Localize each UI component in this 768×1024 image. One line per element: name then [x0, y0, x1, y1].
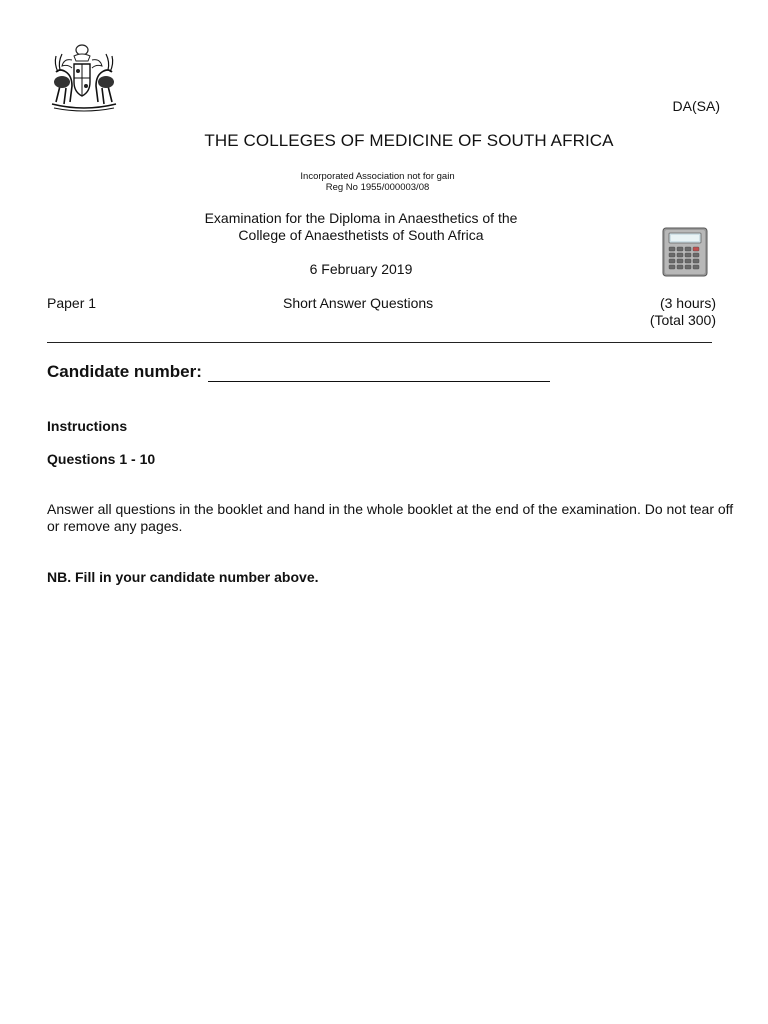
questions-range: Questions 1 - 10 [47, 451, 156, 467]
paper-type: Short Answer Questions [283, 295, 434, 311]
candidate-number-field[interactable] [47, 362, 550, 382]
incorporated-line: Incorporated Association not for gain [300, 171, 455, 182]
candidate-number-label: Candidate number: [47, 362, 202, 381]
reg-number-line: Reg No 1955/000003/08 [325, 182, 430, 193]
paper-code: DA(SA) [672, 98, 720, 114]
exam-line-2: College of Anaesthetists of South Africa [238, 227, 484, 243]
nb-note: NB. Fill in your candidate number above. [47, 569, 319, 585]
exam-description [0, 210, 722, 244]
paper-duration: (3 hours) [659, 295, 716, 311]
paper-total-marks: (Total 300) [649, 312, 716, 328]
exam-line-1: Examination for the Diploma in Anaesthetics of the [204, 210, 518, 226]
registration-info [0, 171, 755, 193]
exam-date: 6 February 2019 [309, 261, 413, 277]
paper-number: Paper 1 [47, 295, 97, 311]
divider-line [47, 342, 712, 343]
candidate-number-blank[interactable] [208, 363, 550, 382]
coat-of-arms-icon [46, 42, 122, 114]
answer-instructions: Answer all questions in the booklet and hand in the whole booklet at the end of the examination. Do not tear off or remove any pages. [47, 501, 734, 534]
organisation-title: THE COLLEGES OF MEDICINE OF SOUTH AFRICA [204, 131, 614, 150]
instructions-heading: Instructions [47, 418, 128, 434]
